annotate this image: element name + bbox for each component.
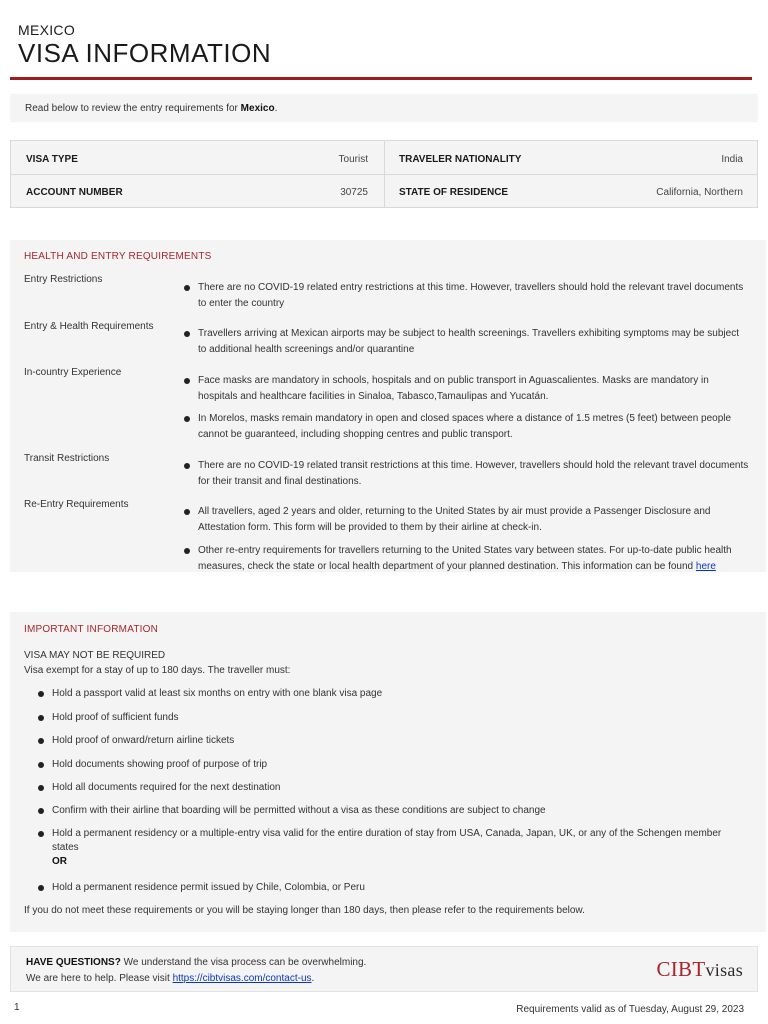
- list-item: Hold a permanent residence permit issued by Chile, Colombia, or Peru: [38, 881, 750, 895]
- bullet-icon: [38, 715, 44, 721]
- list-item: Hold all documents required for the next destination: [38, 781, 750, 795]
- visa-type-label: VISA TYPE: [26, 154, 78, 165]
- bullet-icon: [38, 808, 44, 814]
- list-item: Face masks are mandatory in schools, hospitals and on public transport in Aguascalientes. Masks are mandatory in hospitals and healthcare facilities in Sinaloa, Tabasco,Tamaulipas and Yucatán.: [184, 373, 750, 405]
- bullet-icon: [184, 463, 190, 469]
- list-item: In Morelos, masks remain mandatory in open and closed spaces where a distance of 1.5 metres (5 feet) between people cannot be guaranteed, including shopping centres and public transport.: [184, 411, 750, 443]
- account-number-label: ACCOUNT NUMBER: [26, 187, 123, 198]
- account-number-value: 30725: [340, 187, 368, 198]
- questions-heading: HAVE QUESTIONS?: [26, 957, 121, 968]
- bullet-icon: [184, 416, 190, 422]
- bullet-icon: [184, 285, 190, 291]
- here-link[interactable]: here: [695, 561, 716, 572]
- nationality-value: India: [721, 154, 743, 165]
- intro-prefix: Read below to review the entry requirements for: [25, 103, 241, 114]
- bullet-icon: [38, 691, 44, 697]
- residence-label: STATE OF RESIDENCE: [399, 187, 509, 198]
- reentry-label: Re-Entry Requirements: [24, 499, 129, 510]
- bullet-icon: [184, 548, 190, 554]
- page-title: VISA INFORMATION: [18, 38, 272, 68]
- summary-col-divider: [384, 141, 385, 207]
- country-name: MEXICO: [18, 22, 76, 38]
- list-item: Travellers arriving at Mexican airports may be subject to health screenings. Travellers exhibiting symptoms may be subject to additional health screenings and/or quarantine: [184, 326, 750, 358]
- intro-country: Mexico: [240, 103, 275, 114]
- list-item: Hold proof of onward/return airline tickets: [38, 734, 750, 748]
- list-item: Hold proof of sufficient funds: [38, 711, 750, 725]
- page-number: 1: [14, 1002, 20, 1013]
- bullet-icon: [184, 509, 190, 515]
- bullet-icon: [38, 762, 44, 768]
- intro-banner: [10, 94, 758, 122]
- list-item: Other re-entry requirements for travellers returning to the United States vary between states. For up-to-date public health measures, check the state or local health department of your planned destination. This information can be found here: [184, 543, 750, 575]
- contact-link[interactable]: https://cibtvisas.com/contact-us: [172, 973, 312, 984]
- important-info-section: [10, 612, 766, 932]
- bullet-icon: [38, 738, 44, 744]
- questions-line-1: HAVE QUESTIONS? We understand the visa process can be overwhelming.: [26, 957, 367, 968]
- list-item: Hold documents showing proof of purpose of trip: [38, 758, 750, 772]
- list-item: There are no COVID-19 related transit restrictions at this time. However, travellers should hold the relevant travel documents for their transit and final destinations.: [184, 458, 750, 490]
- bullet-icon: [184, 378, 190, 384]
- questions-box: [10, 946, 758, 992]
- entry-restrictions-label: Entry Restrictions: [24, 274, 103, 285]
- list-item: Hold a permanent residency or a multiple-entry visa valid for the entire duration of stay from USA, Canada, Japan, UK, or any of the Schengen member states OR: [38, 827, 750, 869]
- bullet-icon: [38, 785, 44, 791]
- important-footer-note: If you do not meet these requirements or you will be staying longer than 180 days, then please refer to the requirements below.: [24, 905, 585, 916]
- important-subheading: VISA MAY NOT BE REQUIRED: [24, 650, 166, 661]
- validity-date: Requirements valid as of Tuesday, August 29, 2023: [516, 1004, 744, 1015]
- list-item: All travellers, aged 2 years and older, returning to the United States by air must provide a Passenger Disclosure and Attestation form. This form will be provided to them by their airline at check-in.: [184, 504, 750, 536]
- or-separator: OR: [52, 856, 67, 867]
- health-heading: HEALTH AND ENTRY REQUIREMENTS: [24, 251, 212, 262]
- residence-value: California, Northern: [656, 187, 743, 198]
- entry-health-label: Entry & Health Requirements: [24, 321, 154, 332]
- bullet-icon: [38, 885, 44, 891]
- nationality-label: TRAVELER NATIONALITY: [399, 154, 522, 165]
- summary-table: [10, 140, 758, 208]
- list-item: There are no COVID-19 related entry restrictions at this time. However, travellers should hold the relevant travel documents to enter the country: [184, 280, 750, 312]
- important-lead: Visa exempt for a stay of up to 180 days. The traveller must:: [24, 665, 291, 676]
- cibt-logo: CIBTvisas: [656, 957, 743, 981]
- intro-suffix: .: [274, 103, 278, 114]
- transit-label: Transit Restrictions: [24, 453, 110, 464]
- in-country-label: In-country Experience: [24, 367, 122, 378]
- questions-line-2: We are here to help. Please visit https://cibtvisas.com/contact-us.: [26, 973, 315, 984]
- important-heading: IMPORTANT INFORMATION: [24, 624, 159, 635]
- bullet-icon: [38, 831, 44, 837]
- list-item: Hold a passport valid at least six months on entry with one blank visa page: [38, 687, 750, 701]
- list-item: Confirm with their airline that boarding will be permitted without a visa as these conditions are subject to change: [38, 804, 750, 818]
- visa-type-value: Tourist: [338, 154, 368, 165]
- health-requirements-section: [10, 240, 766, 572]
- bullet-icon: [184, 331, 190, 337]
- header-divider: [10, 77, 752, 80]
